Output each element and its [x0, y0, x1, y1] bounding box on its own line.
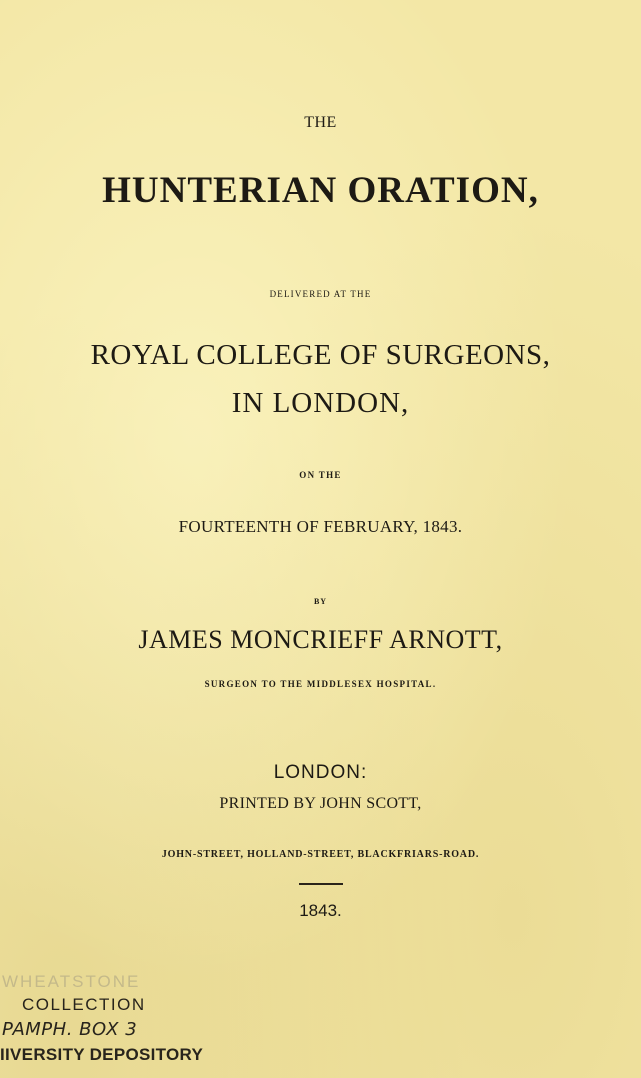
stamp-collection-name: WHEATSTONE: [2, 972, 141, 991]
on-the-label: ON THE: [299, 470, 342, 480]
title-article: THE: [304, 114, 337, 131]
stamp-depository: IIVERSITY DEPOSITORY: [0, 1045, 204, 1064]
divider-rule: [299, 883, 343, 885]
imprint-city: LONDON:: [273, 762, 368, 783]
stamp-collection-label: COLLECTION: [22, 995, 146, 1014]
institution-name: ROYAL COLLEGE OF SURGEONS,: [90, 339, 551, 371]
imprint-address: JOHN-STREET, HOLLAND-STREET, BLACKFRIARS-ROAD.: [161, 849, 480, 860]
imprint-year: 1843.: [299, 901, 342, 920]
author-name: JAMES MONCRIEFF ARNOTT,: [138, 625, 503, 654]
imprint-printer: PRINTED BY JOHN SCOTT,: [219, 795, 422, 812]
by-label: BY: [313, 597, 328, 606]
oration-date: FOURTEENTH OF FEBRUARY, 1843.: [178, 517, 463, 536]
stamp-shelf-mark: PAMPH. BOX 3: [2, 1019, 138, 1040]
main-title: HUNTERIAN ORATION,: [102, 170, 539, 211]
author-role: SURGEON TO THE MIDDLESEX HOSPITAL.: [204, 679, 437, 689]
institution-location: IN LONDON,: [231, 387, 410, 419]
delivered-at-label: DELIVERED AT THE: [269, 289, 372, 299]
